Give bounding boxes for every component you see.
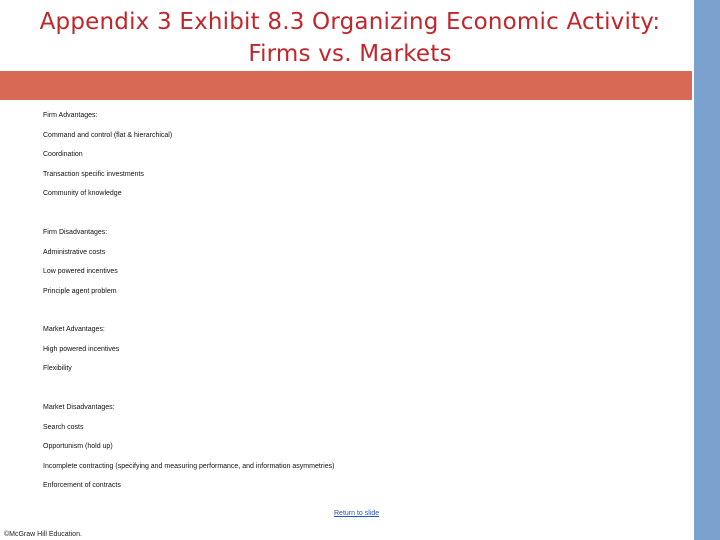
return-to-slide-link[interactable]: Return to slide (334, 510, 380, 517)
firm-advantages-heading: Firm Advantages: (43, 112, 98, 119)
market-disadvantage-item: Enforcement of contracts (43, 482, 121, 489)
title-accent-bar (0, 71, 692, 100)
firm-advantage-item: Community of knowledge (43, 190, 122, 197)
market-advantages-heading: Market Advantages: (43, 326, 105, 333)
firm-advantage-item: Command and control (flat & hierarchical) (43, 132, 173, 139)
slide-title-line-2: Firms vs. Markets (248, 41, 452, 67)
firm-disadvantage-item: Low powered incentives (43, 268, 118, 275)
market-advantage-item: Flexibility (43, 365, 72, 372)
firm-advantage-item: Transaction specific investments (43, 171, 144, 178)
firm-disadvantage-item: Administrative costs (43, 249, 106, 256)
market-disadvantage-item: Search costs (43, 424, 84, 431)
right-side-bar (694, 0, 720, 540)
firm-advantage-item: Coordination (43, 151, 83, 158)
market-disadvantage-item: Incomplete contracting (specifying and measuring performance, and information asymmetries) (43, 463, 335, 470)
market-disadvantages-heading: Market Disadvantages: (43, 404, 115, 411)
slide-title (20, 6, 680, 70)
copyright-notice: ©McGraw Hill Education. (4, 531, 82, 538)
firm-disadvantage-item: Principle agent problem (43, 288, 117, 295)
firm-disadvantages-heading: Firm Disadvantages: (43, 229, 108, 236)
market-disadvantage-item: Opportunism (hold up) (43, 443, 113, 450)
market-advantage-item: High powered incentives (43, 346, 120, 353)
slide-title-line-1: Appendix 3 Exhibit 8.3 Organizing Economic Activity: (39, 9, 661, 35)
